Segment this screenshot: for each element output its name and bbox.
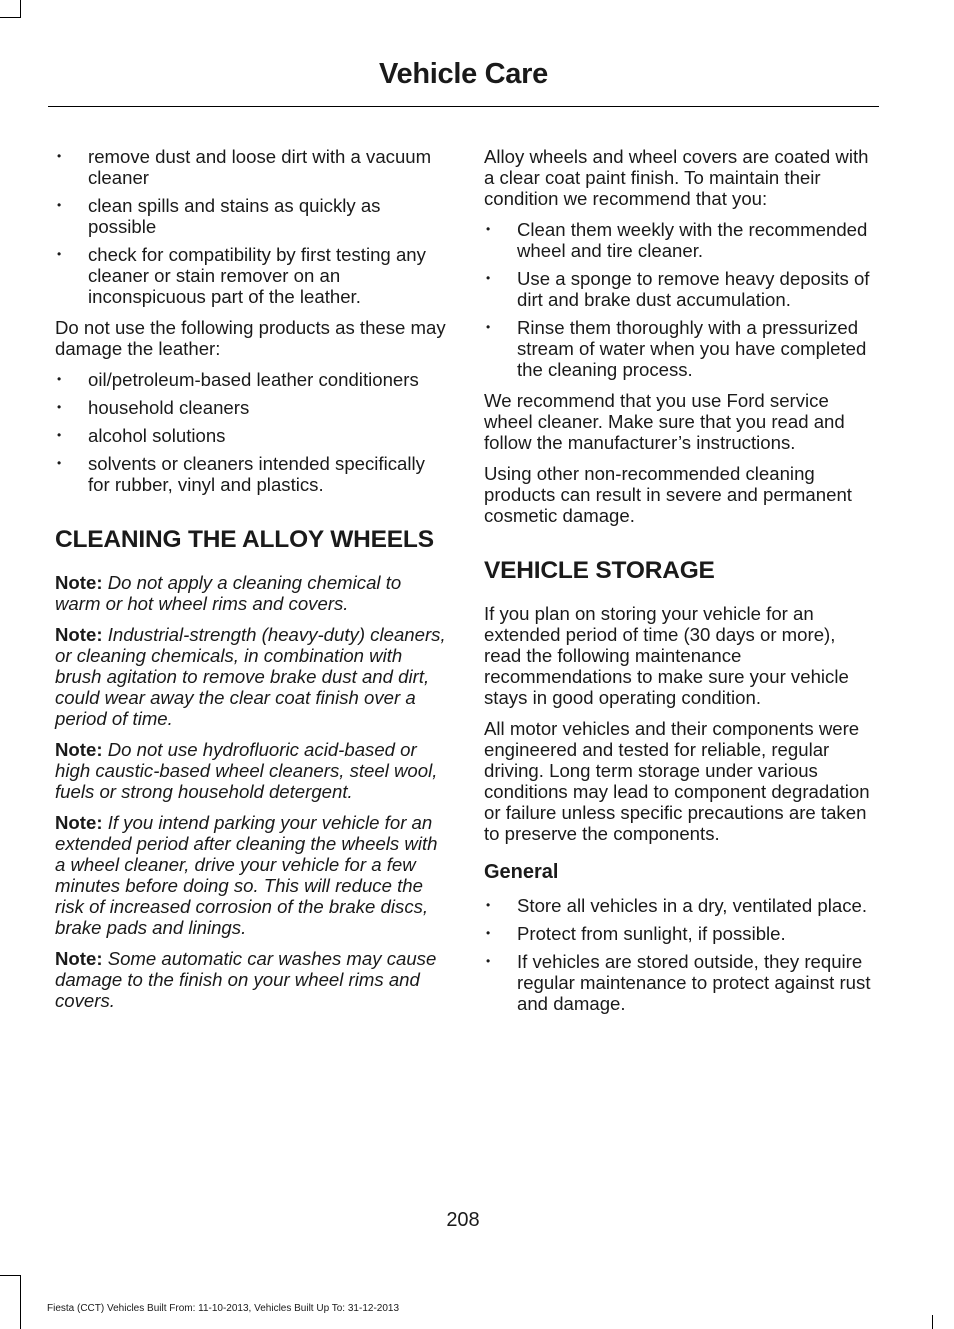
- leather-care-list: [55, 146, 447, 307]
- list-item: • Store all vehicles in a dry, ventilated place.: [484, 895, 876, 916]
- crop-mark: [20, 0, 21, 18]
- list-item: • If vehicles are stored outside, they require regular maintenance to protect against rust and damage.: [484, 951, 876, 1014]
- list-item: • household cleaners: [55, 397, 447, 418]
- list-item: • Protect from sunlight, if possible.: [484, 923, 876, 944]
- note-label: Note:: [55, 948, 103, 969]
- note-text: If you intend parking your vehicle for an extended period after cleaning the wheels with a wheel cleaner, drive your vehicle for a few minutes before doing so. This will reduce the risk of increased corrosion of the brake discs, brake pads and linings.: [55, 812, 438, 938]
- paragraph: Using other non-recommended cleaning products can result in severe and permanent cosmetic damage.: [484, 463, 852, 526]
- paragraph: Alloy wheels and wheel covers are coated with a clear coat paint finish. To maintain their condition we recommend that you:: [484, 146, 869, 209]
- note-label: Note:: [55, 739, 103, 760]
- list-item: • Rinse them thoroughly with a pressurized stream of water when you have completed the cleaning process.: [484, 317, 876, 380]
- page-number: 208: [446, 1209, 480, 1231]
- crop-mark: [0, 17, 20, 18]
- note: [55, 739, 447, 802]
- section-heading-vehicle-storage: VEHICLE STORAGE: [484, 557, 715, 584]
- right-column: [484, 146, 876, 1024]
- list-item: • clean spills and stains as quickly as possible: [55, 195, 447, 237]
- paragraph: If you plan on storing your vehicle for an extended period of time (30 days or more), read the following maintenance recommendations to make sure your vehicle stays in good operating condition.: [484, 603, 849, 708]
- list-item: • Clean them weekly with the recommended wheel and tire cleaner.: [484, 219, 876, 261]
- storage-list: [484, 895, 876, 1014]
- note: [55, 624, 447, 729]
- subheading-general: General: [484, 861, 559, 883]
- page-title: Vehicle Care: [379, 58, 548, 90]
- note: [55, 572, 447, 614]
- note: [55, 812, 447, 938]
- paragraph: Do not use the following products as these may damage the leather:: [55, 317, 446, 359]
- list-item: • check for compatibility by first testing any cleaner or stain remover on an inconspicuous part of the leather.: [55, 244, 447, 307]
- list-item: • oil/petroleum-based leather conditioners: [55, 369, 447, 390]
- list-item: • solvents or cleaners intended specifically for rubber, vinyl and plastics.: [55, 453, 447, 495]
- wheel-care-list: [484, 219, 876, 380]
- footer-text: Fiesta (CCT) Vehicles Built From: 11-10-2013, Vehicles Built Up To: 31-12-2013: [47, 1303, 400, 1314]
- note-text: Do not use hydrofluoric acid-based or high caustic-based wheel cleaners, steel wool, fuels or strong household detergent.: [55, 739, 438, 802]
- list-item: • remove dust and loose dirt with a vacuum cleaner: [55, 146, 447, 188]
- section-heading-alloy-wheels: CLEANING THE ALLOY WHEELS: [55, 526, 434, 553]
- paragraph: All motor vehicles and their components were engineered and tested for reliable, regular driving. Long term storage under various conditions may lead to component degradation or failure unless specific precautions are taken to preserve the components.: [484, 718, 870, 844]
- note: [55, 948, 447, 1011]
- note-label: Note:: [55, 812, 103, 833]
- header-divider: [48, 106, 879, 107]
- paragraph: We recommend that you use Ford service wheel cleaner. Make sure that you read and follow the manufacturer’s instructions.: [484, 390, 845, 453]
- left-column: [55, 146, 447, 1021]
- note-label: Note:: [55, 624, 103, 645]
- note-text: Industrial-strength (heavy-duty) cleaners, or cleaning chemicals, in combination with brush agitation to remove brake dust and dirt, could wear away the clear coat finish over a period of time.: [55, 624, 446, 729]
- list-item: • Use a sponge to remove heavy deposits of dirt and brake dust accumulation.: [484, 268, 876, 310]
- note-label: Note:: [55, 572, 103, 593]
- list-item: • alcohol solutions: [55, 425, 447, 446]
- crop-mark: [20, 1275, 21, 1329]
- crop-mark: [0, 1275, 20, 1276]
- note-text: Some automatic car washes may cause damage to the finish on your wheel rims and covers.: [55, 948, 437, 1011]
- avoid-products-list: [55, 369, 447, 495]
- crop-mark: [932, 1315, 933, 1329]
- note-text: Do not apply a cleaning chemical to warm or hot wheel rims and covers.: [55, 572, 402, 614]
